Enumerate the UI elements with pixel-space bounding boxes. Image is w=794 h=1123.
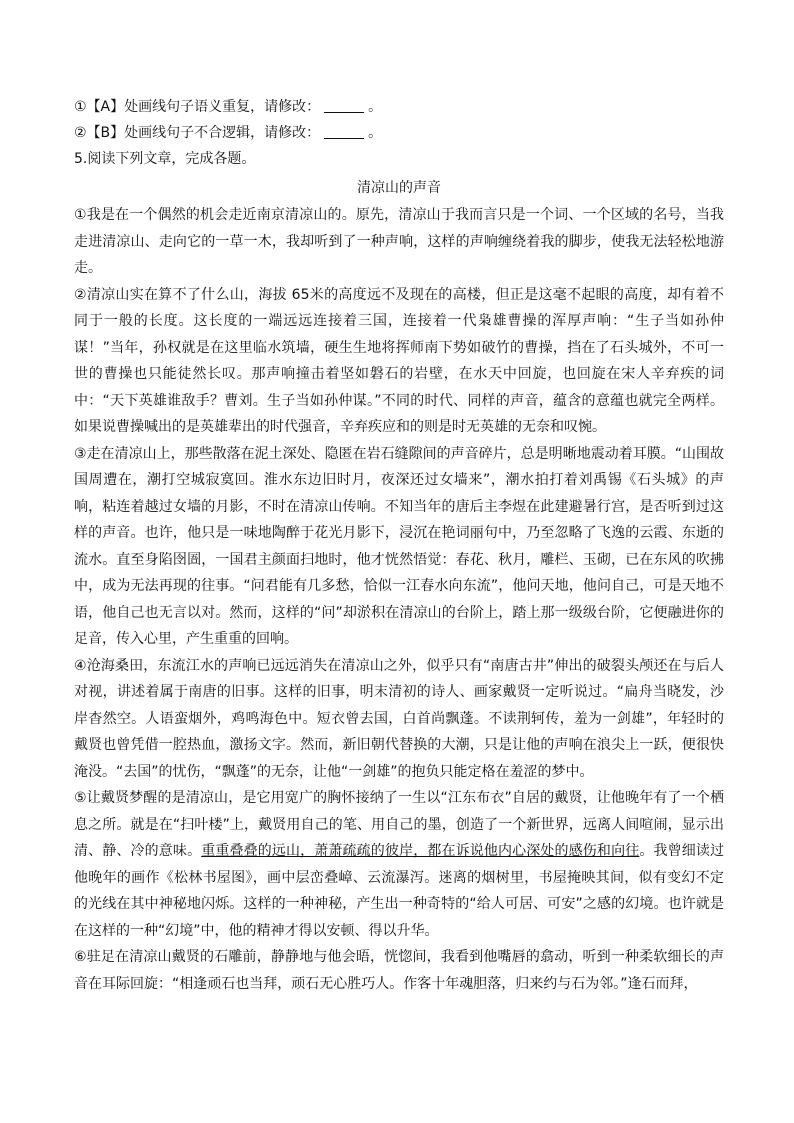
paragraph-5-part-2: 。我曾细读过他晚年的画作《松林书屋图》，画中层峦叠嶂、云流瀑泻。迷离的烟树里，书屋掩映其间，似有变幻不定的光线在其中神秘地闪烁。这样的一种神秘，产生出一种奇特的“给人可居、可安”之感的幻境。也许就是在这样的一种“幻境”中，他的精神才得以安顿、得以升华。 <box>74 843 725 939</box>
answer-blank-2[interactable] <box>324 124 364 139</box>
question-2-suffix: 。 <box>368 125 383 141</box>
question-2-text: ②【B】处画线句子不合逻辑，请修改： <box>74 125 321 141</box>
paragraph-3: ③走在清凉山上，那些散落在泥土深处、隐匿在岩石缝隙间的声音碎片，总是明晰地震动着耳膜。“山围故国周遭在，潮打空城寂寞回。淮水东边旧时月，夜深还过女墙来”，潮水拍打着刘禹锡《石头城》的声响，粘连着越过女墙的月影，不时在清凉山传响。不知当年的唐后主李煜在此建避暑行宫，是否听到过这样的声音。也许，他只是一味地陶醉于花光月影下，浸沉在艳词丽句中，乃至忽略了飞逸的云霞、东逝的流水。直至身陷囹圄，一国君主颜面扫地时，他才恍然悟觉：春花、秋月，雕栏、玉砌，已在东风的吹拂中，成为无法再现的往事。“问君能有几多愁，恰似一江春水向东流”，他问天地，他问自己，可是天地不语，他自己也无言以对。然而，这样的“问”却淤积在清凉山的台阶上，踏上那一级级台阶，它便融进你的足音，传入心里，产生重重的回响。 <box>74 445 724 647</box>
paragraph-5-part-1: ⑤让戴贤梦醒的是清凉山，是它用宽广的胸怀接纳了一生以“江东布衣”自居的戴贤，让他晚年有了一个栖息之所。就是在“扫叶楼”上，戴贤用自己的笔、用自己的墨，创造了一个新世界，远离人间喧闹，显示出清、静、冷的意味。 <box>74 790 724 859</box>
question-2 <box>74 120 724 146</box>
answer-blank-1[interactable] <box>324 98 364 113</box>
paragraph-4: ④沧海桑田，东流江水的声响已远远消失在清凉山之外，似乎只有“南唐古井”伸出的破裂头颅还在与后人对视，讲述着属于南唐的旧事。这样的旧事，明末清初的诗人、画家戴贤一定听说过。“扁舟当晓发，沙岸杳然空。人语蛮烟外，鸡鸣海色中。短衣曾去国，白首尚飘蓬。不读荆轲传，羞为一剑雄”，年轻时的戴贤也曾凭借一腔热血，激扬文字。然而，新旧朝代替换的大潮，只是让他的声响在浪尖上一跃，便很快淹没。“去国”的忧伤，“飘蓬”的无奈，让他“一剑雄”的抱负只能定格在羞涩的梦中。 <box>74 657 724 780</box>
question-1-text: ①【A】处画线句子语义重复，请修改： <box>74 99 321 115</box>
question-1 <box>74 94 724 120</box>
article-title: 清凉山的声音 <box>357 180 441 196</box>
paragraph-2: ②清凉山实在算不了什么山，海拔 65米的高度远不及现在的高楼，但正是这毫不起眼的高度，却有着不同于一般的长度。这长度的一端远远连接着三国，连接着一代枭雄曹操的浑厚声响：“生子当如孙仲谋！”当年，孙权就是在这里临水筑墙，硬生生地将挥师南下势如破竹的曹操，挡在了石头城外，不可一世的曹操也只能徒然长叹。那声响撞击着坚如磐石的岩壁，在水天中回旋，也回旋在宋人辛弃疾的词中：“天下英雄谁敌手？曹刘。生子当如孙仲谋。”不同的时代、同样的声音，蕴含的意蕴也就完全两样。如果说曹操喊出的是英雄辈出的时代强音，辛弃疾应和的则是时无英雄的无奈和叹惋。 <box>74 286 724 435</box>
paragraph-6: ⑥驻足在清凉山戴贤的石雕前，静静地与他会晤，恍惚间，我看到他嘴唇的翕动，听到一种柔软细长的声音在耳际回旋：“相逢顽石也当拜，顽石无心胜巧人。作客十年魂胆落，归来约与石为邻。”逢石而拜， <box>74 949 724 992</box>
question-1-suffix: 。 <box>368 99 383 115</box>
question-5-heading: 5.阅读下列文章，完成各题。 <box>74 151 256 167</box>
paragraph-1: ①我是在一个偶然的机会走近南京清凉山的。原先，清凉山于我而言只是一个词、一个区域的名号，当我走进清凉山、走向它的一草一木，我却听到了一种声响，这样的声响缠绕着我的脚步，使我无法轻松地游走。 <box>74 207 724 276</box>
document-page <box>74 94 724 997</box>
paragraph-5 <box>74 785 724 944</box>
underlined-sentence: 重重叠叠的远山，萧萧疏疏的彼岸，都在诉说他内心深处的感伤和向往 <box>201 843 640 859</box>
